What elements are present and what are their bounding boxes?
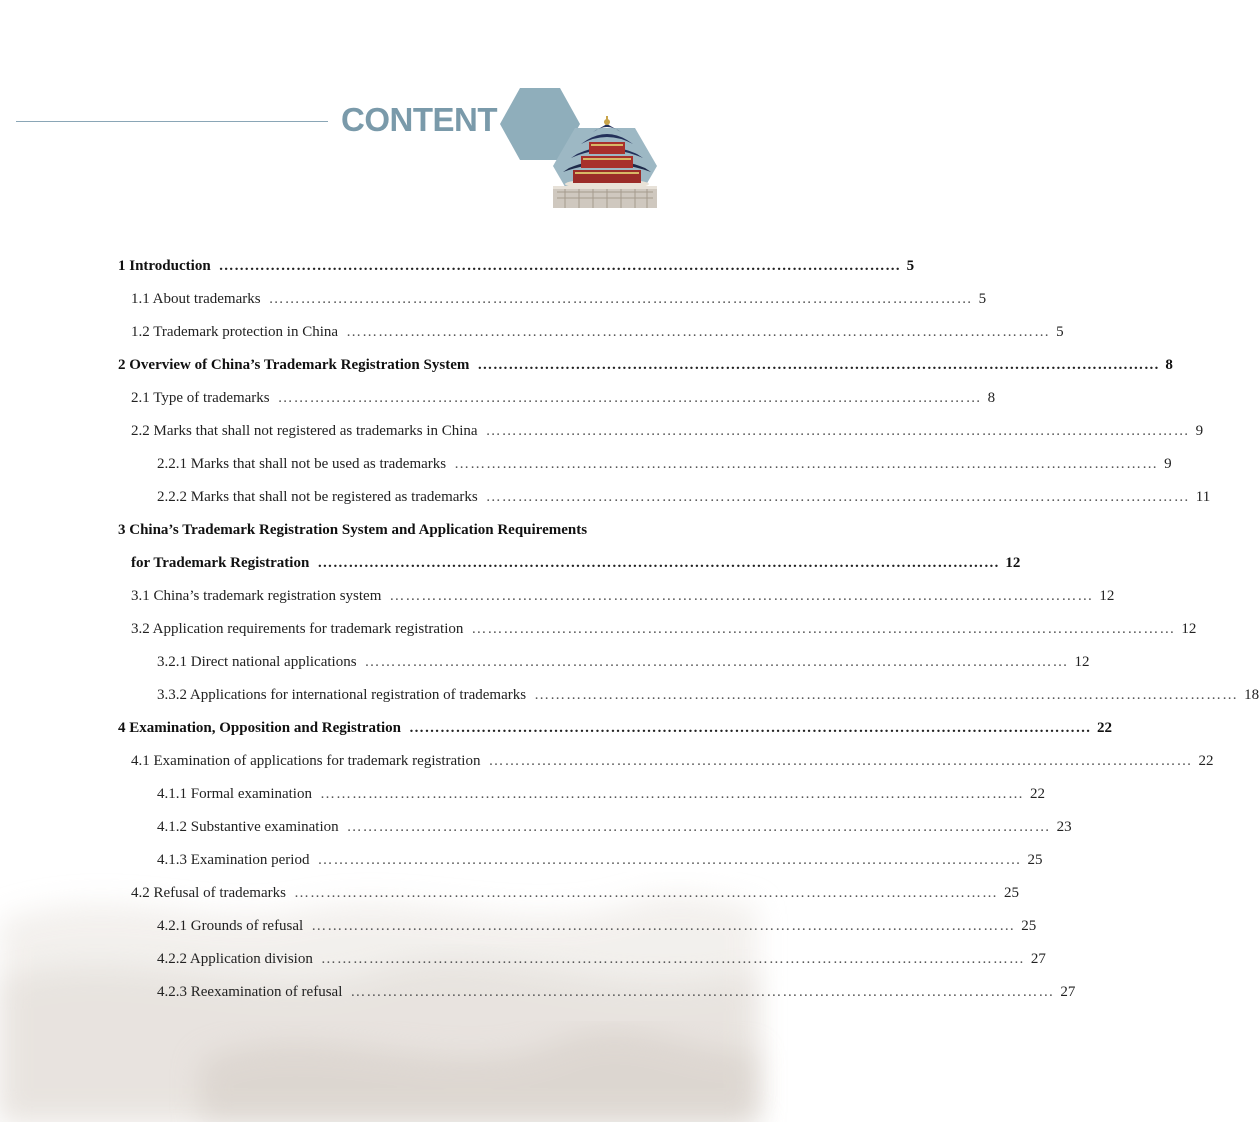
- toc-entry[interactable]: [131, 289, 987, 309]
- toc-entry[interactable]: [157, 784, 1045, 804]
- toc-entry-page: 5: [978, 291, 987, 307]
- toc-entry-page: 12: [1099, 588, 1115, 604]
- toc-entry[interactable]: [157, 685, 1259, 705]
- dot-leader: ……………………………………………………………………………………………………………………: [477, 357, 1160, 373]
- dot-leader: ……………………………………………………………………………………………………………………: [311, 918, 1016, 934]
- toc-entry-page: 12: [1181, 621, 1197, 637]
- toc-entry-title: 4 Examination, Opposition and Registration: [118, 720, 401, 736]
- toc-entry[interactable]: [131, 586, 1115, 606]
- toc-entry-title: 1 Introduction: [118, 258, 211, 274]
- toc-entry[interactable]: [157, 652, 1090, 672]
- toc-entry-page: 25: [1003, 885, 1019, 901]
- dot-leader: ……………………………………………………………………………………………………………………: [346, 324, 1051, 340]
- dot-leader: ……………………………………………………………………………………………………………………: [293, 885, 998, 901]
- toc-entry-page: 12: [1005, 555, 1021, 571]
- toc-entry-title: 4.1 Examination of applications for trademark registration: [131, 753, 481, 769]
- dot-leader: ……………………………………………………………………………………………………………………: [320, 951, 1025, 967]
- toc-entry-continued[interactable]: [131, 553, 1021, 573]
- toc-entry-page: 5: [906, 258, 915, 274]
- toc-entry[interactable]: [131, 619, 1197, 639]
- toc-entry-title: 3.2 Application requirements for trademark registration: [131, 621, 464, 637]
- toc-entry-page: 23: [1056, 819, 1072, 835]
- dot-leader: ……………………………………………………………………………………………………………………: [364, 654, 1069, 670]
- toc-entry[interactable]: [118, 718, 1112, 738]
- toc-entry-page: 22: [1029, 786, 1045, 802]
- toc-entry[interactable]: [131, 388, 996, 408]
- dot-leader: ……………………………………………………………………………………………………………………: [408, 720, 1091, 736]
- dot-leader: ……………………………………………………………………………………………………………………: [346, 819, 1051, 835]
- toc-entry-title: 2.2.1 Marks that shall not be used as trademarks: [157, 456, 447, 472]
- toc-entry-page: 25: [1027, 852, 1043, 868]
- dot-leader: ……………………………………………………………………………………………………………………: [350, 984, 1055, 1000]
- dot-leader: ……………………………………………………………………………………………………………………: [268, 291, 973, 307]
- dot-leader: ……………………………………………………………………………………………………………………: [319, 786, 1024, 802]
- dot-leader: ……………………………………………………………………………………………………………………: [485, 489, 1190, 505]
- toc-entry[interactable]: [157, 454, 1172, 474]
- dot-leader: ……………………………………………………………………………………………………………………: [218, 258, 901, 274]
- toc-entry[interactable]: [157, 916, 1037, 936]
- toc-entry-title: 4.1.2 Substantive examination: [157, 819, 339, 835]
- page-title: CONTENT: [341, 101, 497, 138]
- toc-entry-page: 18: [1244, 687, 1259, 703]
- toc-entry-page: 27: [1030, 951, 1046, 967]
- toc-entry-page: 12: [1074, 654, 1090, 670]
- toc-entry-page: 9: [1164, 456, 1172, 472]
- toc-entry-page: 5: [1056, 324, 1064, 340]
- toc-entry-title: 3.3.2 Applications for international registration of trademarks: [157, 687, 527, 703]
- toc-entry-title: 4.1.3 Examination period: [157, 852, 310, 868]
- toc-entry-title: 4.2 Refusal of trademarks: [131, 885, 286, 901]
- toc-entry-page: 8: [987, 390, 996, 406]
- toc-entry-title: 1.2 Trademark protection in China: [131, 324, 339, 340]
- toc-entry-page: 25: [1021, 918, 1037, 934]
- toc-entry-page: 8: [1165, 357, 1173, 373]
- toc-entry[interactable]: [118, 355, 1173, 375]
- toc-entry[interactable]: [118, 520, 649, 540]
- toc-entry-title: 2.1 Type of trademarks: [131, 390, 270, 406]
- toc-entry[interactable]: [131, 751, 1214, 771]
- toc-entry[interactable]: [157, 487, 1211, 507]
- dot-leader: ……………………………………………………………………………………………………………………: [277, 390, 982, 406]
- toc-entry-page: 22: [1096, 720, 1112, 736]
- toc-entry-title: 3 China’s Trademark Registration System and Application Requirements: [118, 522, 588, 538]
- toc-entry-title: 4.2.2 Application division: [157, 951, 313, 967]
- toc-entry-title: 2.2.2 Marks that shall not be registered as trademarks: [157, 489, 478, 505]
- toc-entry[interactable]: [157, 949, 1046, 969]
- dot-leader: ……………………………………………………………………………………………………………………: [534, 687, 1239, 703]
- toc-entry-title: 4.2.3 Reexamination of refusal: [157, 984, 343, 1000]
- toc-entry-title-cont: for Trademark Registration: [131, 555, 310, 571]
- toc-entry[interactable]: [157, 850, 1043, 870]
- toc-entry-page: 27: [1060, 984, 1076, 1000]
- toc-entry-title: 3.2.1 Direct national applications: [157, 654, 357, 670]
- toc-entry-title: 2 Overview of China’s Trademark Registration System: [118, 357, 470, 373]
- toc-entry[interactable]: [157, 817, 1072, 837]
- toc-entry-title: 1.1 About trademarks: [131, 291, 261, 307]
- dot-leader: ……………………………………………………………………………………………………………………: [488, 753, 1193, 769]
- toc-entry[interactable]: [131, 883, 1019, 903]
- toc-entry-page: 11: [1195, 489, 1211, 505]
- toc-entry-title: 3.1 China’s trademark registration system: [131, 588, 382, 604]
- dot-leader: ……………………………………………………………………………………………………………………: [485, 423, 1190, 439]
- toc-entry[interactable]: [157, 982, 1076, 1002]
- dot-leader: ……………………………………………………………………………………………………………………: [317, 852, 1022, 868]
- toc-entry[interactable]: [118, 256, 915, 276]
- toc-entry-title: 4.1.1 Formal examination: [157, 786, 312, 802]
- toc-entry-page: 9: [1195, 423, 1204, 439]
- dot-leader: ……………………………………………………………………………………………………………………: [317, 555, 1000, 571]
- toc-entry-title: 2.2 Marks that shall not registered as trademarks in China: [131, 423, 478, 439]
- toc-entry-title: 4.2.1 Grounds of refusal: [157, 918, 304, 934]
- toc-entry[interactable]: [131, 421, 1204, 441]
- dot-leader: ……………………………………………………………………………………………………………………: [454, 456, 1159, 472]
- toc-entry-page: 22: [1198, 753, 1214, 769]
- toc-entry[interactable]: [131, 322, 1064, 342]
- dot-leader: ……………………………………………………………………………………………………………………: [389, 588, 1094, 604]
- dot-leader: ……………………………………………………………………………………………………………………: [471, 621, 1176, 637]
